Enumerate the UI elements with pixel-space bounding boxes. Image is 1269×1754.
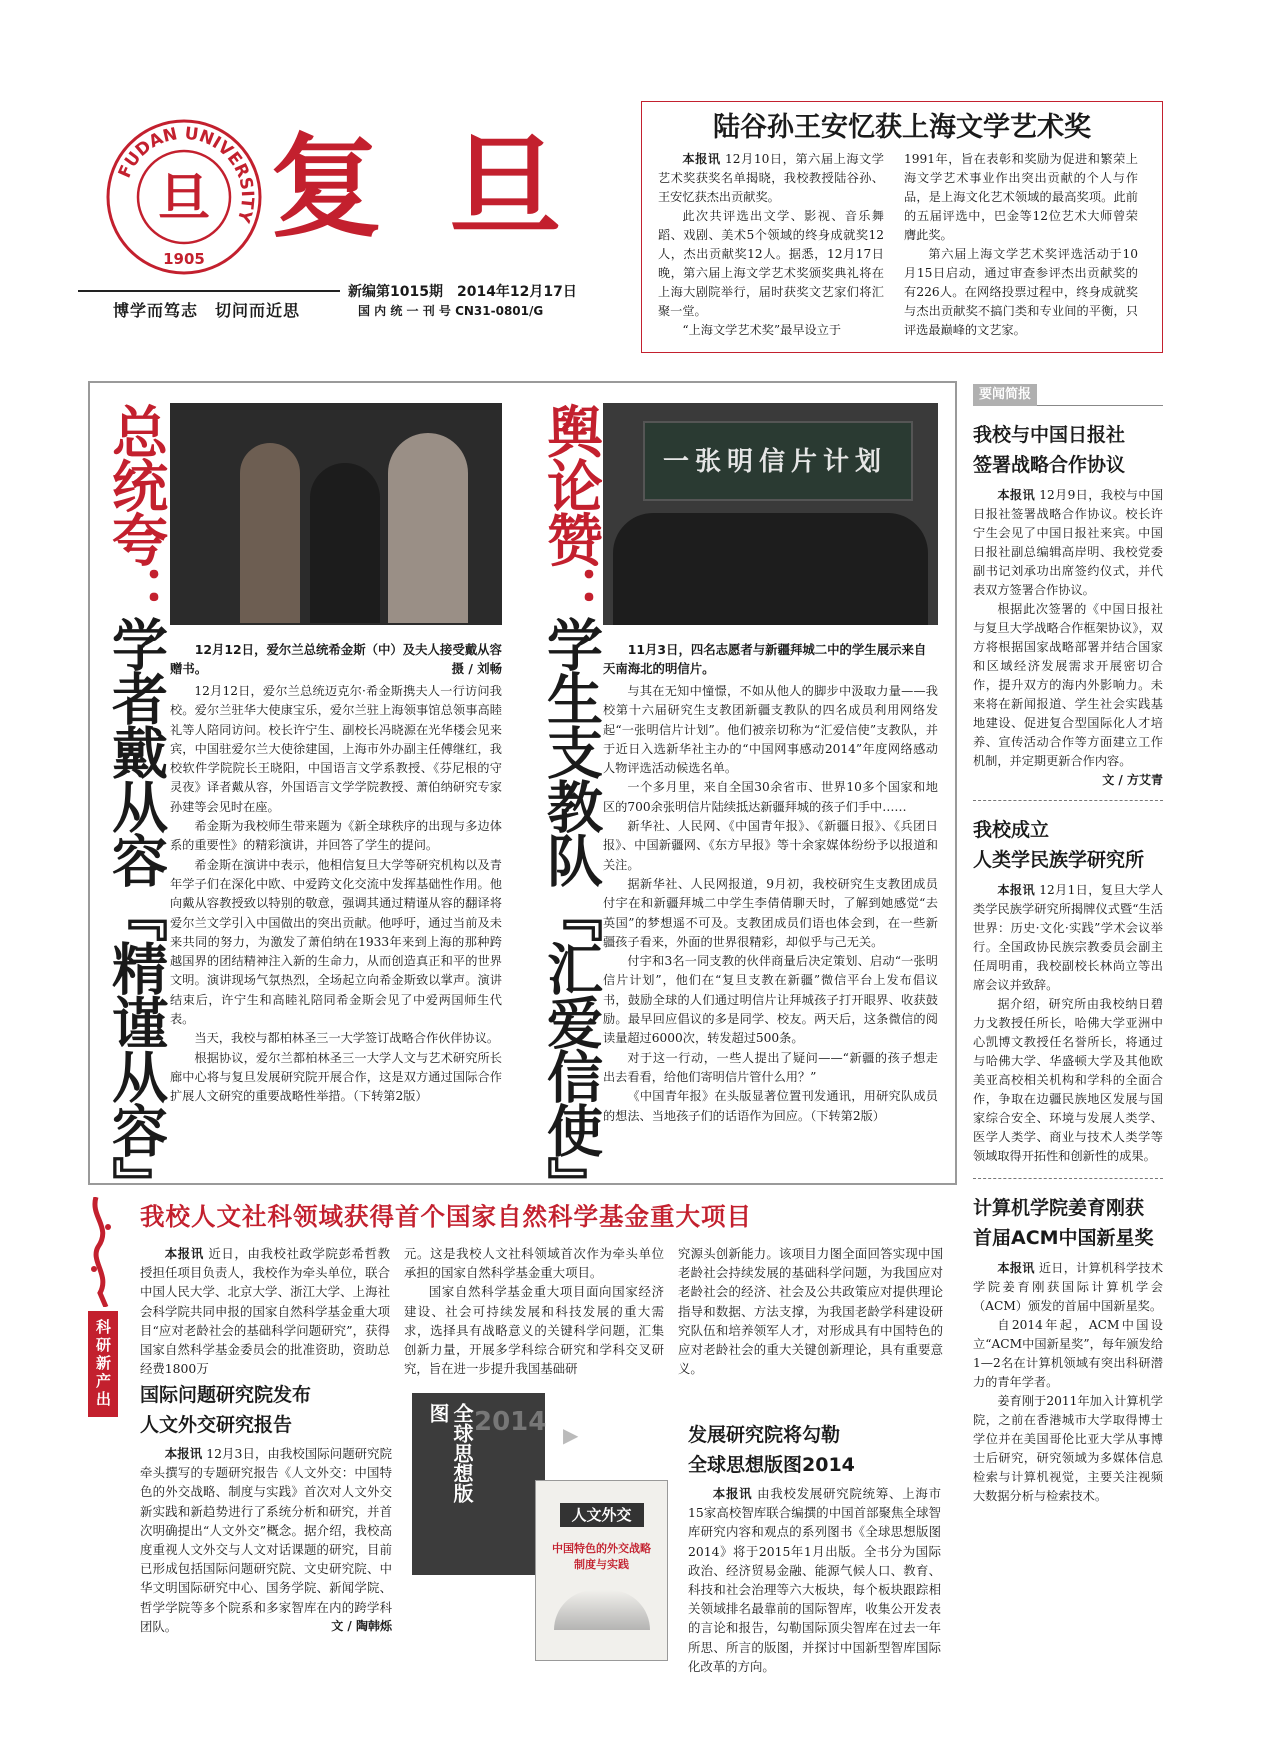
sidebar-items — [973, 420, 1163, 1506]
photo-volunteers — [603, 403, 938, 625]
body-paragraph: 一个多月里，来自全国30余省市、世界10多个国家和地区的700余张明信片陆续抵达新疆拜城的孩子们手中…… — [603, 780, 938, 814]
masthead-rule — [78, 290, 340, 292]
photo-figure — [388, 433, 468, 623]
sidebar-paragraph — [973, 881, 1163, 995]
research-tag-label: 科研新产出 — [88, 1311, 118, 1417]
paragraph-text: 12月1日，复旦大学人类学民族学研究所揭牌仪式暨“生活世界：历史·文化·实践”学术会议举行。全国政协民族宗教委员会副主任周明甫，我校副校长林尚立等出席会议并致辞。 — [973, 883, 1164, 992]
sidebar-paragraph — [973, 1316, 1163, 1392]
body-paragraph: 对于这一行动，一些人提出了疑问——“新疆的孩子想走出去看看，给他们寄明信片管什么用？” — [603, 1050, 938, 1084]
body-paragraph: 付宇和3名一同支教的伙伴商量后决定策划、启动“一张明信片计划”，他们在“复旦支教在新疆”微信平台上发布倡议书，鼓励全球的人们通过明信片让拜城孩子打开眼界、收获鼓励。最早回应倡议的多是同学、校友。两天后，这条微信的阅读量超过6000次，转发超过500条。 — [603, 954, 938, 1046]
sidebar-header — [973, 384, 1163, 406]
book1-title: 全球思想版图 — [426, 1403, 474, 1503]
left-headline: 学者戴从容『精谨从容』 — [103, 616, 168, 1210]
research-col2 — [404, 1244, 664, 1378]
sidebar-item-title: 计算机学院姜育刚获 — [973, 1197, 1145, 1219]
sidebar-paragraph — [973, 1259, 1163, 1316]
report-right-title1: 发展研究院将勾勒 — [688, 1424, 841, 1446]
left-kicker: 总统夸： — [103, 403, 168, 619]
research-body — [140, 1244, 955, 1378]
photo-figure — [240, 443, 300, 623]
paragraph-text: 此次共评选出文学、影视、音乐舞蹈、戏剧、美术5个领域的终身成就奖12人，杰出贡献奖12人。据悉，12月17日晚，第六届上海文学艺术奖颁奖典礼将在上海大剧院举行，届时获奖文艺家们将汇聚一堂。 — [658, 209, 884, 318]
body-paragraph: 据新华社、人民网报道，9月初，我校研究生支教团成员付宇在和新疆拜城二中学生李倩倩聊天时，了解到她感觉“去英国”的梦想遥不可及。支教团成员们语也体会到，在一些新疆孩子看来，外面的世界很精彩，却似乎与己无关。 — [603, 876, 938, 949]
book-cover-1 — [412, 1393, 545, 1575]
sidebar-divider — [973, 1178, 1163, 1179]
arrow-icon: ▶ — [563, 1423, 579, 1447]
paragraph-text: 自2014年起，ACM中国设立“ACM中国新星奖”，每年颁发给1—2名在计算机领域有突出科研潜力的青年学者。 — [973, 1318, 1163, 1389]
logo-ring-text: FUDAN UNIVERSITY — [114, 123, 258, 225]
sidebar-item-title: 人类学民族学研究所 — [973, 849, 1145, 871]
research-col1-text: 近日，由我校社政学院彭希哲教授担任项目负责人，我校作为牵头单位，联合中国人民大学、北京大学、浙江大学、上海社会科学院共同申报的国家自然科学基金重大项目“应对老龄社会的基础科学问题研究”，获得国家自然科学基金委员会的批准资助，资助总经费1800万 — [140, 1246, 391, 1377]
photo-president — [170, 403, 502, 625]
report-right — [688, 1420, 941, 1676]
tag-ornament — [88, 1197, 118, 1307]
photo-credit: 摄 / 刘畅 — [451, 661, 502, 676]
left-caption — [170, 640, 502, 678]
masthead — [78, 100, 638, 330]
top-story-col1 — [658, 150, 884, 340]
paragraph-text: 第六届上海文学艺术奖评选活动于10月15日启动，通过审查参评杰出贡献奖的有226人。在网络投票过程中，终身成就奖与杰出贡献奖不搞门类和专业间的平衡，只评选最巅峰的文艺家。 — [904, 247, 1138, 337]
sidebar-item — [973, 815, 1163, 1179]
fudan-logo — [105, 118, 263, 276]
lead-tag: 本报讯 — [164, 1446, 203, 1461]
body-paragraph: 与其在无知中憧憬，不如从他人的脚步中汲取力量——我校第十六届研究生支教团新疆支教队的四名成员利用网络发起“一张明信片计划”。他们被亲切称为“汇爱信使”支教队，并于近日入选新华社主办的“中国网事感动2014”年度网络感动人物评选活动候选名单。 — [603, 684, 938, 776]
body-paragraph: 12月12日，爱尔兰总统迈克尔·希金斯携夫人一行访问我校。爱尔兰驻华大使康宝乐，爱尔兰驻上海领事馆总领事高睦礼等人陪同访问。校长许宁生、副校长冯晓源在光华楼会见来宾，中国驻爱尔兰大使徐建国，上海市外办副主任傅继红，我校软件学院院长王晓阳，中国语言文学系教授、《芬尼根的守灵夜》译者戴从容，外国语言文学学院教授、萧伯纳研究专家孙建等会见时在座。 — [170, 684, 502, 814]
right-feature-body — [603, 682, 938, 1126]
photo-group — [613, 513, 928, 625]
sidebar-paragraph — [973, 486, 1163, 600]
right-caption: 11月3日，四名志愿者与新疆拜城二中的学生展示来自天南海北的明信片。 — [603, 642, 927, 676]
report-right-text — [688, 1484, 941, 1676]
lead-tag: 本报讯 — [997, 488, 1035, 502]
paragraph-text: 据介绍，研究所由我校纳日碧力戈教授任所长，哈佛大学亚洲中心凯博文教授任名誉所长，将通过与哈佛大学、华盛顿大学及其他欧美亚高校相关机构和学科的全面合作，争取在边疆民族地区发展与国家综合安全、环境与发展人类学、医学人类学、商业与技术人类学等领域取得开拓性和创新性的成果。 — [973, 997, 1163, 1163]
body-paragraph: 根据协议，爱尔兰都柏林圣三一大学人文与艺术研究所长廊中心将与复旦发展研究院开展合作，这是双方通过国际合作扩展人文研究的重要战略性举措。（下转第2版） — [170, 1050, 502, 1104]
report-left-title1: 国际问题研究院发布 — [140, 1384, 312, 1406]
report-left-text — [140, 1444, 392, 1636]
sidebar-paragraph — [973, 995, 1163, 1166]
paragraph-text: 近日，计算机科学技术学院姜育刚获国际计算机学会（ACM）颁发的首届中国新星奖。 — [973, 1261, 1164, 1313]
research-col1 — [140, 1244, 390, 1378]
paragraph-text: 根据此次签署的《中国日报社与复旦大学战略合作框架协议》，双方将根据国家战略部署并结合国家和区域经济发展需求开展密切合作，提升双方的海内外影响力。未来将在新闻报道、学生社会实践基地建设、促进复合型国际化人才培养、宣传活动合作等方面建立工作机制，并定期更新合作内容。 — [973, 602, 1163, 768]
report-left — [140, 1380, 392, 1634]
top-story-col2 — [904, 150, 1138, 340]
lead-tag: 本报讯 — [997, 1261, 1035, 1275]
paragraph-text: “上海文学艺术奖”最早设立于 — [682, 323, 842, 337]
report-left-title2: 人文外交研究报告 — [140, 1414, 293, 1436]
book1-year: 2014 — [474, 1407, 547, 1437]
sidebar-divider — [973, 800, 1163, 801]
photo-figure — [310, 463, 380, 623]
body-paragraph: 《中国青年报》在头版显著位置刊发通讯，用研究队成员的想法、当地孩子们的话语作为回应。（下转第2版） — [603, 1089, 938, 1123]
research-headline: 我校人文社科领域获得首个国家自然科学基金重大项目 — [140, 1202, 752, 1231]
left-caption-text: 12月12日，爱尔兰总统希金斯（中）及夫人接受戴从容赠书。 — [170, 642, 502, 676]
masthead-title: 复 旦 — [270, 122, 575, 253]
photo-banner-text: 一张明信片计划 — [663, 447, 888, 477]
report-right-title2: 全球思想版图2014 — [688, 1454, 855, 1476]
sidebar-item — [973, 1193, 1163, 1506]
report-left-byline: 文 / 陶韩烁 — [331, 1619, 392, 1634]
logo-year: 1905 — [163, 250, 205, 268]
sidebar-paragraph — [973, 600, 1163, 771]
sidebar-item-title: 签署战略合作协议 — [973, 454, 1126, 476]
research-col3: 究源头创新能力。该项目力图全面回答实现中国老龄社会持续发展的基础科学问题，为我国应对老龄社会的经济、社会及公共政策应对提供理论指导和数据、方法支撑，为我国老龄学科建设研究队伍和培养领军人才，对形成具有中国特色的应对老龄社会的重大关键创新理论，具有重要意义。 — [678, 1246, 943, 1377]
book-cover-2 — [535, 1480, 668, 1661]
issn-line: 国 内 统 一 刊 号 CN31-0801/G — [358, 304, 544, 318]
right-headline: 学生支教队『汇爱信使』 — [538, 616, 603, 1210]
book2-subtitle: 中国特色的外交战略制度与实践 — [552, 1542, 651, 1571]
top-story-headline: 陆谷孙王安忆获上海文学艺术奖 — [713, 112, 1091, 143]
right-kicker: 舆论赞： — [538, 403, 603, 619]
sidebar-header-label: 要闻简报 — [973, 384, 1037, 406]
research-tag — [88, 1197, 118, 1487]
left-feature-body — [170, 682, 502, 1107]
motto: 博学而笃志 切问而近思 — [113, 301, 301, 320]
sidebar-item — [973, 420, 1163, 801]
research-col2-p2: 国家自然科学基金重大项目面向国家经济建设、社会可持续发展和科技发展的重大需求，选择具有战略意义的关键科学问题，汇集创新力量，开展多学科综合研究和学科交叉研究，旨在进一步提升我国基础研 — [404, 1284, 664, 1377]
sidebar-item-title: 我校成立 — [973, 819, 1050, 841]
body-paragraph: 希金斯在演讲中表示，他相信复旦大学等研究机构以及青年学子们在深化中欧、中爱跨文化交流中发挥基础性作用。他向戴从容教授致以特别的敬意，强调其通过精谨从容的翻译将爱尔兰文学引入中国做出的突出贡献。他呼吁，通过当前及未来共同的努力，为激发了萧伯纳在1933年来到上海的那种跨越国界的团结精神注入新的生命力，从而创造真正和平的世界文明。演讲现场气氛热烈，全场起立向希金斯致以掌声。演讲结束后，许宁生和高睦礼陪同希金斯会见了中爱两国师生代表。 — [170, 857, 502, 1027]
paragraph-text: 12月9日，我校与中国日报社签署战略合作协议。校长许宁生会见了中国日报社来宾。中国日报社副总编辑高岸明、我校党委副书记刘承功出席签约仪式，并代表双方签署合作协议。 — [973, 488, 1164, 597]
issue-line: 新编第1015期 2014年12月17日 — [348, 284, 577, 300]
sidebar — [973, 384, 1163, 1520]
lead-tag: 本报讯 — [164, 1246, 204, 1261]
body-paragraph: 新华社、人民网、《中国青年报》、《新疆日报》、《兵团日报》、中国新疆网、《东方早报》等十余家媒体纷纷予以报道和关注。 — [603, 819, 938, 872]
body-paragraph: 当天，我校与都柏林圣三一大学签订战略合作伙伴协议。 — [194, 1031, 500, 1046]
sidebar-item-title: 我校与中国日报社 — [973, 424, 1126, 446]
paragraph-text: 姜育刚于2011年加入计算机学院，之前在香港城市大学取得博士学位并在美国哥伦比亚大学从事博士后研究，研究领域为多媒体信息检索与计算机视觉，主要关注视频大数据分析与检索技术。 — [973, 1394, 1163, 1503]
book2-title: 人文外交 — [560, 1503, 644, 1527]
paragraph-text: 1991年，旨在表彰和奖励为促进和繁荣上海文学艺术事业作出突出贡献的个人与作品，是上海文化艺术领域的最高奖项。此前的五届评选中，巴金等12位艺术大师曾荣膺此奖。 — [904, 152, 1138, 242]
top-story-paragraph — [658, 321, 884, 340]
sidebar-paragraph — [973, 1392, 1163, 1506]
top-story-paragraph — [658, 207, 884, 321]
top-story-paragraph — [904, 245, 1138, 340]
top-story-paragraph — [658, 150, 884, 207]
top-story-paragraph — [904, 150, 1138, 245]
report-left-body: 12月3日，由我校国际问题研究院牵头撰写的专题研究报告《人文外交：中国特色的外交战略、制度与实践》首次对人文外交新实践和新趋势进行了系统分析和研究，并首次明确提出“人文外交”概念。据介绍，我校高度重视人文外交与人文对话课题的研究，目前已形成包括国际问题研究院、文史研究院、中华文明国际研究中心、国务学院、新闻学院、哲学学院等多个院系和多家智库在内的跨学科团队。 — [140, 1446, 392, 1634]
sidebar-item-title: 首届ACM中国新星奖 — [973, 1227, 1154, 1249]
lead-tag: 本报讯 — [682, 152, 721, 166]
lead-tag: 本报讯 — [997, 883, 1035, 897]
book2-ink-art — [554, 1590, 650, 1630]
research-col2-p1: 元。这是我校人文社科领域首次作为牵头单位承担的国家自然科学基金重大项目。 — [404, 1246, 664, 1281]
top-story-box — [641, 101, 1163, 353]
logo-char: 旦 — [157, 168, 211, 229]
lead-tag: 本报讯 — [712, 1486, 753, 1501]
report-right-body: 由我校发展研究院统筹、上海市15家高校智库联合编撰的中国首部聚焦全球智库研究内容和观点的系列图书《全球思想版图2014》将于2015年1月出版。全书分为国际政治、经济贸易金融、能源气候人口、教育、科技和社会治理等六大板块，每个板块跟踪相关领域排名最靠前的国际智库，收集公开发表的言论和报告，勾勒国际顶尖智库在过去一年所思、所言的版图，并探讨中国新型智库国际化改革的方向。 — [688, 1486, 942, 1674]
body-paragraph: 希金斯为我校师生带来题为《新全球秩序的出现与多边体系的重要性》的精彩演讲，并回答了学生的提问。 — [170, 819, 502, 853]
sidebar-byline: 文 / 方艾青 — [1102, 773, 1163, 787]
paragraph-text: 12月10日，第六届上海文学艺术奖获奖名单揭晓，我校教授陆谷孙、王安忆获杰出贡献奖。 — [658, 152, 884, 204]
